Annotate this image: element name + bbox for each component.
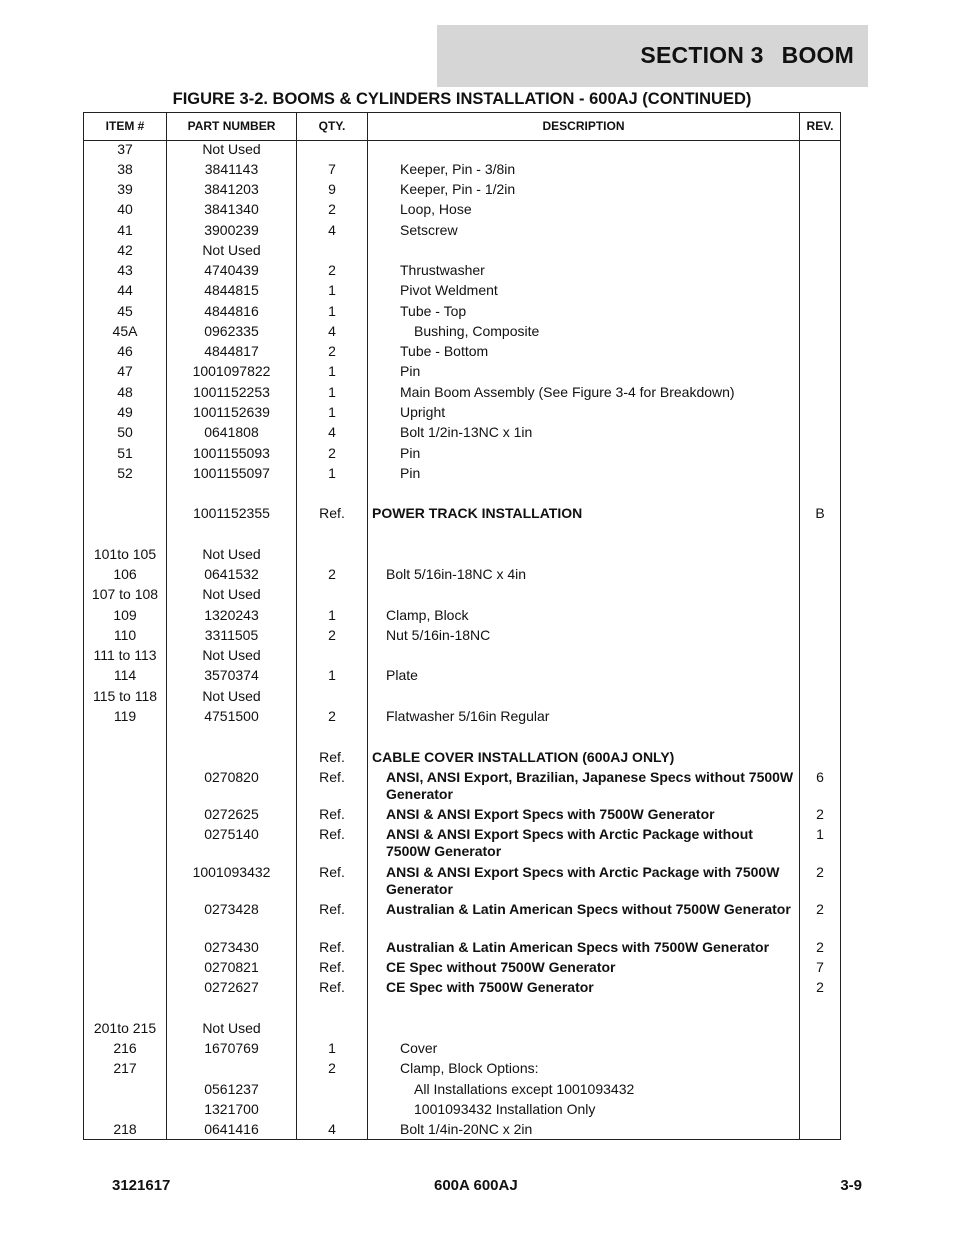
part-number: Not Used [202, 546, 261, 562]
quantity: 1 [328, 303, 336, 319]
quantity: 1 [328, 465, 336, 481]
quantity: 2 [328, 627, 336, 643]
column-divider [367, 113, 368, 1139]
quantity: 7 [328, 161, 336, 177]
part-number: 4844815 [204, 282, 259, 298]
footer-doc-number: 3121617 [112, 1177, 171, 1194]
table-header [84, 113, 840, 141]
quantity: Ref. [319, 959, 345, 975]
quantity: 4 [328, 1121, 336, 1137]
part-number: Not Used [202, 141, 261, 157]
part-number: 1001152639 [193, 404, 270, 420]
part-number: 0641808 [204, 424, 259, 440]
description: CE Spec with 7500W Generator [386, 979, 594, 995]
description: Nut 5/16in-18NC [386, 627, 491, 643]
part-number: 1670769 [204, 1040, 259, 1056]
quantity: 9 [328, 181, 336, 197]
item-number: 201to 215 [93, 1020, 157, 1036]
part-number: 1001093432 [192, 864, 271, 880]
item-number: 115 to 118 [92, 688, 158, 704]
item-number: 51 [117, 445, 133, 461]
revision: B [815, 505, 825, 521]
item-number: 39 [117, 181, 133, 197]
revision: 6 [816, 769, 824, 785]
quantity: 4 [328, 323, 336, 339]
item-number: 45 [117, 303, 133, 319]
quantity: Ref. [319, 939, 345, 955]
description: Flatwasher 5/16in Regular [386, 708, 550, 724]
quantity: 1 [328, 1040, 336, 1056]
description: 1001093432 Installation Only [414, 1101, 596, 1117]
revision: 2 [816, 979, 824, 995]
part-number: 0275140 [204, 826, 259, 842]
description: Pin [400, 363, 421, 379]
item-number: 47 [117, 363, 133, 379]
item-number: 43 [117, 262, 133, 278]
part-number: 1320243 [204, 607, 259, 623]
description: Loop, Hose [400, 201, 472, 217]
description: Bolt 5/16in-18NC x 4in [386, 566, 527, 582]
part-number: 1001155097 [193, 465, 270, 481]
quantity: 2 [328, 566, 336, 582]
description: Tube - Top [400, 303, 467, 319]
description: Main Boom Assembly (See Figure 3-4 for Breakdown) [400, 384, 735, 400]
description: CE Spec without 7500W Generator [386, 959, 616, 975]
item-number: 106 [113, 566, 137, 582]
part-number: 0641416 [204, 1121, 259, 1137]
description: Bolt 1/2in-13NC x 1in [400, 424, 533, 440]
item-number: 41 [117, 222, 133, 238]
part-number: 3841143 [204, 161, 259, 177]
description: Cover [400, 1040, 438, 1056]
header-rev: REV. [806, 119, 834, 133]
revision: 7 [816, 959, 824, 975]
footer-model: 600A 600AJ [434, 1177, 518, 1194]
description: Plate [386, 667, 418, 683]
description: Clamp, Block Options: [400, 1060, 539, 1076]
description: POWER TRACK INSTALLATION [372, 505, 583, 521]
description: Australian & Latin American Specs without 7500W Generator [386, 901, 791, 917]
description: Tube - Bottom [400, 343, 489, 359]
part-number: 0270821 [204, 959, 259, 975]
footer-page-number: 3-9 [840, 1177, 862, 1194]
item-number: 109 [113, 607, 137, 623]
quantity: Ref. [319, 749, 345, 765]
part-number: 4751500 [204, 708, 259, 724]
description: Clamp, Block [386, 607, 469, 623]
section-tab [437, 25, 868, 87]
description: Pivot Weldment [400, 282, 498, 298]
quantity: 2 [328, 445, 336, 461]
item-number: 101to 105 [93, 546, 157, 562]
part-number: 4844817 [204, 343, 259, 359]
item-number: 52 [117, 465, 133, 481]
part-number: 0273430 [204, 939, 259, 955]
description: ANSI & ANSI Export Specs with Arctic Package without 7500W Generator [386, 826, 753, 859]
quantity: 4 [328, 222, 336, 238]
part-number: 1001152253 [193, 384, 270, 400]
quantity: Ref. [319, 864, 345, 880]
part-number: 3841203 [204, 181, 259, 197]
item-number: 218 [113, 1121, 137, 1137]
part-number: 0641532 [204, 566, 259, 582]
description: Setscrew [400, 222, 458, 238]
parts-table [83, 112, 841, 1140]
part-number: Not Used [202, 1020, 261, 1036]
description: ANSI & ANSI Export Specs with Arctic Package with 7500W Generator [386, 864, 780, 897]
header-qty: QTY. [318, 119, 346, 133]
section-title [640, 42, 854, 69]
revision: 2 [816, 806, 824, 822]
quantity: 1 [328, 282, 336, 298]
part-number: 3311505 [204, 627, 259, 643]
quantity: Ref. [319, 979, 345, 995]
quantity: 2 [328, 201, 336, 217]
part-number: Not Used [202, 647, 261, 663]
part-number: 1321700 [204, 1101, 259, 1117]
part-number: 1001155093 [193, 445, 270, 461]
quantity: 1 [328, 384, 336, 400]
description: ANSI, ANSI Export, Brazilian, Japanese Specs without 7500W Generator [386, 769, 794, 802]
quantity: 1 [328, 667, 336, 683]
part-number: 0561237 [204, 1081, 259, 1097]
part-number: 0962335 [204, 323, 259, 339]
header-part-number: PART NUMBER [187, 119, 276, 133]
description: Thrustwasher [400, 262, 485, 278]
item-number: 107 to 108 [91, 586, 159, 602]
section-name: BOOM [781, 42, 854, 68]
quantity: 2 [328, 343, 336, 359]
revision: 2 [816, 901, 824, 917]
item-number: 42 [117, 242, 133, 258]
item-number: 40 [117, 201, 133, 217]
part-number: 3841340 [204, 201, 259, 217]
quantity: 1 [328, 404, 336, 420]
item-number: 37 [117, 141, 133, 157]
figure-title: FIGURE 3-2. BOOMS & CYLINDERS INSTALLATION - 600AJ (CONTINUED) [172, 90, 752, 108]
part-number: 1001152355 [193, 505, 270, 521]
description: CABLE COVER INSTALLATION (600AJ ONLY) [372, 749, 675, 765]
quantity: Ref. [319, 806, 345, 822]
quantity: 1 [328, 363, 336, 379]
description: All Installations except 1001093432 [414, 1081, 635, 1097]
header-description: DESCRIPTION [542, 119, 625, 133]
part-number: 0272627 [204, 979, 259, 995]
section-label: SECTION 3 [640, 42, 764, 68]
description: Australian & Latin American Specs with 7500W Generator [386, 939, 770, 955]
item-number: 46 [117, 343, 133, 359]
revision: 2 [816, 864, 824, 880]
description: Pin [400, 445, 421, 461]
quantity: 2 [328, 262, 336, 278]
part-number: 0273428 [204, 901, 259, 917]
description: Upright [400, 404, 446, 420]
item-number: 111 to 113 [93, 647, 157, 663]
part-number: 1001097822 [192, 363, 271, 379]
item-number: 48 [117, 384, 133, 400]
part-number: Not Used [202, 688, 261, 704]
quantity: Ref. [319, 505, 345, 521]
quantity: Ref. [319, 769, 345, 785]
revision: 2 [816, 939, 824, 955]
quantity: 4 [328, 424, 336, 440]
quantity: Ref. [319, 901, 345, 917]
description: Pin [400, 465, 421, 481]
item-number: 119 [113, 708, 137, 724]
part-number: Not Used [202, 242, 261, 258]
item-number: 114 [113, 667, 137, 683]
part-number: 3900239 [204, 222, 259, 238]
quantity: Ref. [319, 826, 345, 842]
part-number: 3570374 [204, 667, 259, 683]
quantity: 2 [328, 708, 336, 724]
description: Bolt 1/4in-20NC x 2in [400, 1121, 533, 1137]
part-number: 0270820 [204, 769, 259, 785]
part-number: 4844816 [204, 303, 259, 319]
item-number: 44 [117, 282, 133, 298]
quantity: 1 [328, 607, 336, 623]
item-number: 217 [113, 1060, 137, 1076]
description: Keeper, Pin - 3/8in [400, 161, 516, 177]
part-number: 0272625 [204, 806, 259, 822]
item-number: 50 [117, 424, 133, 440]
part-number: Not Used [202, 586, 261, 602]
description: ANSI & ANSI Export Specs with 7500W Generator [386, 806, 715, 822]
header-item: ITEM # [105, 119, 145, 133]
revision: 1 [816, 826, 824, 842]
item-number: 49 [117, 404, 133, 420]
item-number: 45A [112, 323, 138, 339]
item-number: 38 [117, 161, 133, 177]
quantity: 2 [328, 1060, 336, 1076]
description: Bushing, Composite [414, 323, 540, 339]
item-number: 216 [113, 1040, 137, 1056]
description: Keeper, Pin - 1/2in [400, 181, 516, 197]
part-number: 4740439 [204, 262, 259, 278]
item-number: 110 [113, 627, 137, 643]
